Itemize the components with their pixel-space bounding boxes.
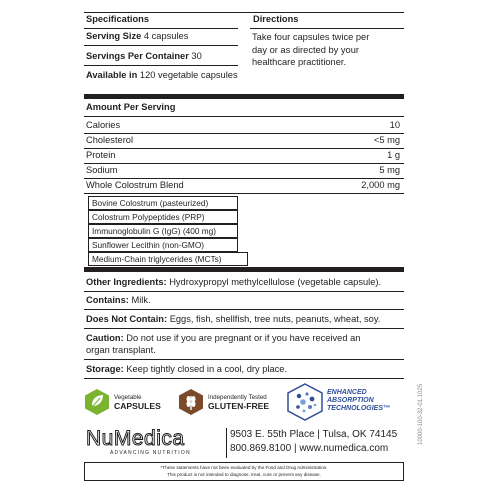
blend-component-label: Medium-Chain triglycerides (MCTs) [92,254,222,264]
facts-row-label: Sodium [86,165,118,175]
vegetable-badge-small: Vegetable [114,394,142,401]
other-ingredients [86,277,381,288]
directions-line: Take four capsules twice per [252,32,370,42]
statement-rule [84,378,404,379]
contains [86,295,151,306]
specifications-heading: Specifications [86,14,150,24]
facts-row-value: 1 g [387,150,400,160]
does-not-contain-text: Eggs, fish, shellfish, tree nuts, peanuts, wheat, soy. [169,314,381,324]
contains-text: Milk. [131,295,151,305]
side-product-code: 10000-100-32-01.1025 [418,383,424,445]
caution-text-2: organ transplant. [86,345,156,355]
wheat-hexagon-icon [178,388,204,416]
other-ingredients-text: Hydroxypropyl methylcellulose (vegetable capsule). [169,277,382,287]
facts-row-label: Calories [86,120,121,130]
numedica-logo [86,428,216,458]
facts-row-value: 10 [389,120,400,130]
blend-component [88,238,238,252]
serving-size-label: Serving Size [86,31,142,41]
address-divider [226,428,227,458]
address-line1: 9503 E. 55th Place | Tulsa, OK 74145 [230,429,398,440]
gluten-badge-small: Independently Tested [208,394,267,401]
statement-rule [84,359,404,360]
spec-heading-rule [84,28,238,29]
blend-component-label: Bovine Colostrum (pasteurized) [92,198,209,208]
absorption-badge-line1: ENHANCED [327,389,367,396]
absorption-badge-line3: TECHNOLOGIES™ [327,405,391,412]
address-block [230,428,397,455]
blend-component [88,210,238,224]
serving-size-rule [84,45,238,46]
facts-row-label: Cholesterol [86,135,134,145]
disclaimer-line1: *These statements have not been evaluated by the Food and Drug Administration. [160,465,328,470]
directions-text [252,31,369,69]
enhanced-absorption-badge [287,382,407,422]
absorption-badge-line2: ABSORPTION [327,397,374,404]
blend-component [88,224,238,238]
facts-bottom-bar [84,267,404,272]
available-in-value: 120 vegetable capsules [139,70,238,80]
statement-rule [84,291,404,292]
directions-line: day or as directed by your [252,44,359,55]
facts-row [84,164,404,177]
vegetable-capsules-badge [84,386,174,418]
vegetable-badge-big: CAPSULES [114,401,161,411]
directions-line: healthcare practitioner. [252,57,347,67]
facts-row [84,134,404,147]
caution-label: Caution: [86,333,124,343]
facts-row-label: Whole Colostrum Blend [86,180,184,190]
facts-top-bar [84,94,404,99]
address-line2: 800.869.8100 | www.numedica.com [230,442,389,454]
directions-heading-rule [250,28,404,29]
blend-component [88,196,238,210]
absorption-hexagon-icon [287,383,323,421]
facts-row-value: 2,000 mg [361,180,400,190]
available-in [86,70,238,81]
blend-component-label: Sunflower Lecithin (non-GMO) [92,240,205,250]
statement-rule [84,328,404,329]
statement-rule [84,309,404,310]
facts-heading-rule [84,116,404,117]
leaf-hexagon-icon [84,388,110,416]
contains-label: Contains: [86,295,129,305]
disclaimer-box [84,462,404,481]
does-not-contain [86,314,380,325]
facts-row [84,119,404,132]
blend-component-label: Immunoglobulin G (IgG) (400 mg) [92,226,217,236]
top-rule [84,12,404,13]
disclaimer-line2: This product is not intended to diagnose, treat, cure or prevent any disease. [167,472,321,477]
storage-label: Storage: [86,364,124,374]
available-in-label: Available in [86,70,138,80]
blend-component [88,252,248,266]
storage-text: Keep tightly closed in a cool, dry place. [126,364,288,374]
servings-per-container-value: 30 [191,51,202,61]
caution [86,332,360,356]
brand-tagline: ADVANCING NUTRITION [110,450,191,456]
servings-rule [84,65,238,66]
other-ingredients-label: Other Ingredients: [86,277,167,287]
servings-per-container-label: Servings Per Container [86,51,189,61]
facts-row-value: <5 mg [373,135,400,145]
facts-row-value: 5 mg [379,165,400,175]
brand-name: NuMedica [86,427,185,450]
servings-per-container [86,51,202,62]
serving-size [86,31,188,42]
caution-text: Do not use if you are pregnant or if you have received an [126,333,361,343]
directions-heading: Directions [253,14,299,24]
facts-row [84,179,404,192]
does-not-contain-label: Does Not Contain: [86,314,168,324]
blend-component-label: Colostrum Polypeptides (PRP) [92,212,205,222]
facts-row-label: Protein [86,150,116,160]
gluten-free-badge [178,386,278,418]
facts-row [84,149,404,162]
gluten-badge-big: GLUTEN-FREE [208,401,270,411]
serving-size-value: 4 capsules [143,31,189,41]
amount-per-serving-heading: Amount Per Serving [86,102,176,112]
storage [86,364,287,375]
